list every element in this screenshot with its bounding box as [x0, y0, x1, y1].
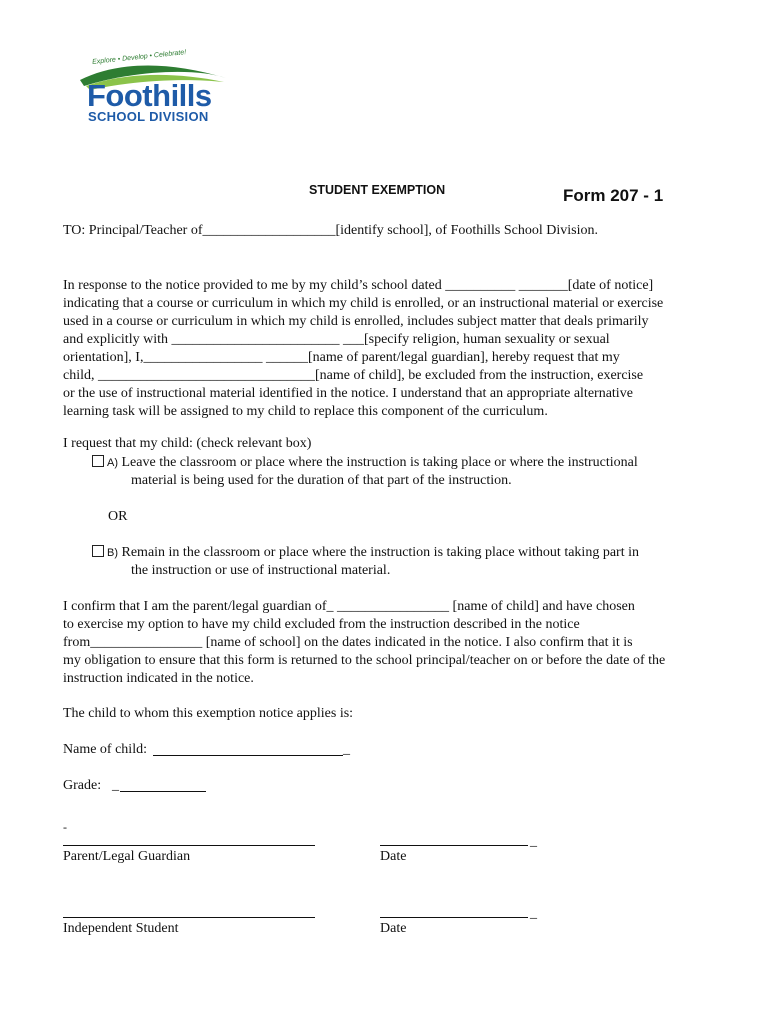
- option-b-row: [92, 544, 639, 562]
- student-date-tail: _: [530, 906, 537, 921]
- student-date-line[interactable]: [380, 917, 528, 918]
- notice-line: orientation], I,_________________ ______[name of parent/legal guardian], hereby request that my: [63, 350, 620, 365]
- option-a-letter: A): [107, 457, 118, 469]
- notice-line: or the use of instructional material identified in the notice. I understand that an appropriate alternative: [63, 386, 633, 401]
- notice-paragraph: [63, 277, 711, 421]
- option-b-checkbox[interactable]: [92, 545, 104, 557]
- grade-label: Grade:: [63, 778, 102, 793]
- or-text: OR: [108, 509, 128, 524]
- child-intro: The child to whom this exemption notice applies is:: [63, 706, 354, 721]
- option-b-letter: B): [107, 547, 118, 559]
- grade-field[interactable]: [120, 791, 206, 792]
- confirm-line: to exercise my option to have my child excluded from the instruction described in the notice: [63, 617, 580, 632]
- parent-signature-label: Parent/Legal Guardian: [63, 849, 191, 864]
- notice-line: and explicitly with ________________________ ___[specify religion, human sexuality or sexual: [63, 332, 610, 347]
- confirm-line: my obligation to ensure that this form is returned to the school principal/teacher on or before the date of the: [63, 653, 666, 668]
- to-prefix: TO: Principal/Teacher of: [63, 223, 203, 238]
- logo-wordmark: Foothills: [87, 78, 212, 113]
- form-number: Form 207 - 1: [563, 186, 664, 205]
- notice-line: used in a course or curriculum in which my child is enrolled, includes subject matter that deals primarily: [63, 314, 649, 329]
- parent-date-line[interactable]: [380, 845, 528, 846]
- option-a-text-cont: material is being used for the duration of that part of the instruction.: [131, 473, 512, 488]
- parent-date-label: Date: [380, 849, 407, 864]
- logo-subtitle: SCHOOL DIVISION: [88, 109, 209, 124]
- name-of-child-field[interactable]: [153, 755, 343, 756]
- notice-line: indicating that a course or curriculum in which my child is enrolled, or an instructional material or exercise: [63, 296, 664, 311]
- student-date-label: Date: [380, 921, 407, 936]
- parent-signature-line[interactable]: [63, 845, 315, 846]
- student-signature-line[interactable]: [63, 917, 315, 918]
- parent-date-tail: _: [530, 834, 537, 849]
- notice-line: In response to the notice provided to me by my child’s school dated __________ _______[date of notice]: [63, 278, 654, 293]
- name-of-child-tail: _: [343, 742, 350, 757]
- logo-tagline: Explore • Develop • Celebrate!: [91, 49, 187, 66]
- option-b-text: Remain in the classroom or place where the instruction is taking place without taking part in: [121, 545, 639, 560]
- option-b-text-cont: the instruction or use of instructional material.: [131, 563, 391, 578]
- to-line: [63, 222, 598, 240]
- school-blank[interactable]: ___________________: [202, 223, 336, 238]
- confirm-paragraph: [63, 598, 711, 688]
- to-suffix: [identify school], of Foothills School Division.: [335, 223, 598, 238]
- request-intro: I request that my child: (check relevant box): [63, 436, 312, 451]
- notice-line: learning task will be assigned to my child to replace this component of the curriculum.: [63, 404, 548, 419]
- stray-mark: -: [63, 820, 67, 834]
- notice-line: child, _______________________________[name of child], be excluded from the instruction, exercise: [63, 368, 644, 383]
- confirm-line: instruction indicated in the notice.: [63, 671, 254, 686]
- confirm-line: from________________ [name of school] on the dates indicated in the notice. I also confirm that it is: [63, 635, 633, 650]
- option-a-text: Leave the classroom or place where the instruction is taking place or where the instructional: [121, 455, 638, 470]
- confirm-line: I confirm that I am the parent/legal guardian of_ ________________ [name of child] and have chosen: [63, 599, 635, 614]
- name-of-child-label: Name of child:: [63, 742, 147, 757]
- name-of-child-row: [63, 741, 147, 759]
- form-title: STUDENT EXEMPTION: [309, 183, 446, 197]
- option-a-row: [92, 454, 638, 472]
- student-signature-label: Independent Student: [63, 921, 179, 936]
- grade-prefix: _: [112, 778, 119, 793]
- option-a-checkbox[interactable]: [92, 455, 104, 467]
